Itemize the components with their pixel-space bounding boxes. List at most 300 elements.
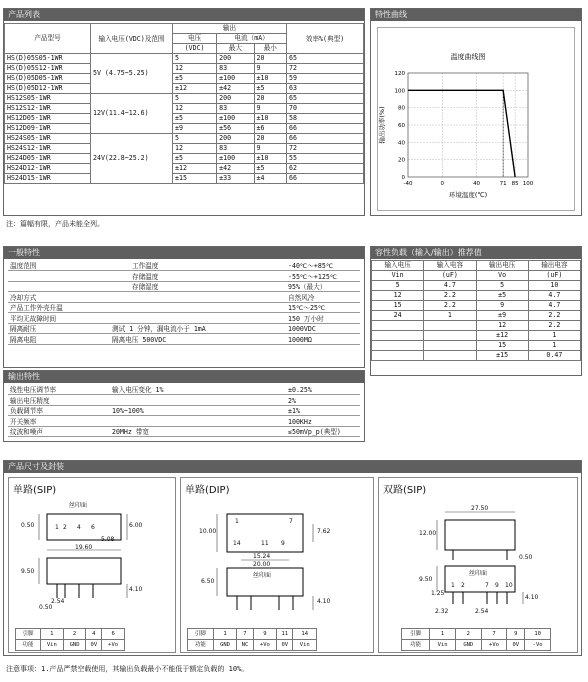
spec-row [8,406,360,416]
y-tick-label: 20 [398,157,405,164]
general-header: 一般特性 [4,247,364,259]
spec-name: 冷却方式 [10,293,37,302]
pin-cell: 6 [102,629,125,640]
model-cell: HS24S05-1WR [5,134,91,144]
cap-cell: 2.2 [424,301,476,311]
voltage-cell: 12 [173,144,217,154]
spec-name: 开关频率 [10,417,37,426]
output-section [3,370,365,442]
p3-dim-2: 12.00 [419,530,437,537]
cap-section [370,246,582,376]
model-cell: HS24D15-1WR [5,174,91,184]
spec-row [8,293,360,303]
model-cell: HS12D09-1WR [5,124,91,134]
table-row [5,174,364,184]
spec-row [8,303,360,313]
efficiency-cell: 72 [287,144,364,154]
spec-name: 线性电压调节率 [10,386,57,394]
vin-range-cell: 5V (4.75~5.25) [91,54,173,94]
pin-cell: 2 [63,629,86,640]
p1-pin-4: 4 [77,524,81,531]
table-row [5,74,364,84]
voltage-cell: ±5 [173,154,217,164]
p2-pin-table [187,628,317,651]
spec-row [8,335,360,345]
spec-condition: 输入电压变化 1% [112,386,164,394]
table-row [5,144,364,154]
pin-table-row [402,629,551,640]
p3-dim-3: 9.50 [419,576,433,583]
pin-cell: 功能 [402,640,430,651]
min-current-cell: 20 [254,94,287,104]
pin-cell: 10 [525,629,551,640]
p2-title: 单路(DIP) [185,485,230,496]
p2-dim-5: 6.50 [201,578,215,585]
spec-condition: 20MHz 带宽 [112,428,150,436]
cap-cell: ±12 [476,331,528,341]
p1-dim-7: 4.10 [129,586,143,593]
cap-header-row [372,271,581,281]
min-current-cell: ±5 [254,164,287,174]
cap-cell: 12 [372,291,424,301]
spec-value: 100KHz [288,417,312,426]
table-row [5,84,364,94]
pin-cell: 0V [277,640,293,651]
table-row [5,164,364,174]
pin-cell: 7 [237,629,253,640]
cap-cell [424,331,476,341]
col-model: 产品型号 [5,24,91,54]
pin-cell: GND [63,640,86,651]
max-current-cell: 83 [217,64,254,74]
cap-table [371,260,581,361]
pin-cell: 9 [253,629,276,640]
table-row [372,301,581,311]
pin-table-row [188,640,317,651]
spec-name: 隔离电阻 [10,335,37,344]
voltage-cell: 5 [173,94,217,104]
chart-title: 温度曲线图 [450,53,486,61]
min-current-cell: 20 [254,54,287,64]
model-cell: HS12S05-1WR [5,94,91,104]
y-tick-label: 80 [398,105,405,112]
spec-condition: 测试 1 分钟，漏电流小于 1mA [112,325,206,333]
p1-pin-table [15,628,125,651]
model-cell: HS24D05-1WR [5,154,91,164]
pin-cell: 1 [213,629,236,640]
table-row [5,104,364,114]
cap-cell: 5 [476,281,528,291]
spec-value: 1000VDC [288,325,316,333]
y-tick-label: 0 [401,175,405,181]
efficiency-cell: 66 [287,174,364,184]
p2-pin-14: 14 [233,540,241,547]
min-current-cell: 9 [254,64,287,74]
pin-cell: 0V [507,640,525,651]
p3-dim-4: 1.25 [431,590,445,597]
spec-value: 150 万小时 [288,314,324,323]
pin-table-row [402,640,551,651]
model-cell: HS(D)05S12-1WR [5,64,91,74]
table-row [5,134,364,144]
model-cell: HS24S12-1WR [5,144,91,154]
curve-section [370,8,582,216]
y-tick-label: 60 [398,123,405,129]
cap-cell: 4.7 [424,281,476,291]
spec-value: ≤50mVp_p(典型) [288,428,341,436]
voltage-cell: 12 [173,64,217,74]
p3-pin-2: 2 [461,582,465,589]
cap-cell: 5 [372,281,424,291]
col-eff: 效率%(典型) [287,24,364,54]
voltage-cell: ±5 [173,74,217,84]
pin-table-row [16,629,125,640]
spec-condition: 存储温度 [132,272,159,281]
cap-cell: 1 [424,311,476,321]
max-current-cell: 83 [217,144,254,154]
cap-header-cell: Vo [476,271,528,281]
max-current-cell: 200 [217,134,254,144]
cap-cell: 15 [476,341,528,351]
p1-dim-1: 0.50 [21,522,35,529]
min-current-cell: ±10 [254,74,287,84]
voltage-cell: ±12 [173,164,217,174]
pin-table-row [16,640,125,651]
table-row [5,124,364,134]
pin-cell: 功能 [188,640,214,651]
efficiency-cell: 66 [287,124,364,134]
cap-header-cell: (uF) [528,271,580,281]
pin-cell: 引脚 [402,629,430,640]
cap-cell: 2.2 [424,291,476,301]
col-output: 输出 [173,24,287,34]
p3-dim-5: 4.10 [525,594,539,601]
x-tick-label: 85 [511,181,519,187]
pin-cell: +Vo [253,640,276,651]
table-row [372,351,581,361]
col-current: 电流（mA） [217,34,287,44]
spec-value: 自然风冷 [288,293,315,302]
p1-dim-2: 6.00 [129,522,143,529]
cap-cell [424,351,476,361]
cap-cell: 15 [372,301,424,311]
pin-table-row [188,629,317,640]
model-cell: HS12D05-1WR [5,114,91,124]
model-cell: HS(D)05D12-1WR [5,84,91,94]
cap-cell: ±5 [476,291,528,301]
cap-cell: 2.2 [528,321,580,331]
p1-dim-6: 9.50 [21,568,35,575]
p2-dim-6: 4.10 [317,598,331,605]
cap-cell [372,351,424,361]
p1-pin-1: 1 [55,524,59,531]
spec-row [8,427,360,437]
spec-row [8,314,360,324]
table-row [372,321,581,331]
efficiency-cell: 65 [287,54,364,64]
efficiency-cell: 72 [287,64,364,74]
output-header: 输出特性 [4,371,364,383]
col-voltage: 电压 [173,34,217,44]
table-row [5,154,364,164]
temperature-chart [372,21,582,215]
cap-header-cell: 输入电压 [372,261,424,271]
pin-cell: Vin [40,640,63,651]
pin-cell: 引脚 [16,629,41,640]
p3-pin-9: 9 [495,582,499,589]
p3-dim-8: 0.50 [519,554,533,561]
max-current-cell: ±100 [217,114,254,124]
y-tick-label: 120 [394,71,405,77]
spec-row [8,282,360,292]
table-row [372,311,581,321]
p2-pin-1: 1 [235,518,239,525]
efficiency-cell: 59 [287,74,364,84]
model-cell: HS(D)05D05-1WR [5,74,91,84]
p2-pin-11: 11 [261,540,269,547]
efficiency-cell: 70 [287,104,364,114]
cap-cell: 10 [528,281,580,291]
spec-value: -40℃～+85℃ [288,262,334,270]
efficiency-cell: 55 [287,154,364,164]
max-current-cell: 200 [217,94,254,104]
curve-header: 特性曲线 [371,9,581,21]
pin-cell: 功能 [16,640,41,651]
cap-header: 容性负载（输入/输出）推荐值 [371,247,581,259]
p2-mark: 丝印面 [253,572,272,579]
max-current-cell: ±42 [217,84,254,94]
max-current-cell: ±33 [217,174,254,184]
col-voltage-unit: (VDC) [173,44,217,54]
spec-name: 输出电压精度 [10,396,50,405]
x-axis-label: 环境温度(℃) [448,191,488,199]
efficiency-cell: 65 [287,94,364,104]
pin-cell: 2 [455,629,481,640]
footer-note: 注意事项：1.产品严禁空载使用，其输出负载最小不能低于额定负载的 10%。 [6,665,249,673]
pin-cell: -Vo [525,640,551,651]
max-current-cell: ±56 [217,124,254,134]
package-single-sip [8,477,176,653]
model-cell: HS(D)05S05-1WR [5,54,91,64]
derating-line [408,90,515,177]
cap-cell: 2.2 [528,311,580,321]
spec-condition: 隔离电压 500VDC [112,335,167,344]
package-single-dip [180,477,374,653]
table-row [5,114,364,124]
cap-cell: ±15 [476,351,528,361]
pin-cell: 14 [293,629,317,640]
pin-cell: 11 [277,629,293,640]
min-current-cell: ±6 [254,124,287,134]
voltage-cell: 5 [173,134,217,144]
spec-row [8,417,360,427]
spec-value: 15℃～25℃ [288,304,326,312]
table-row [5,94,364,104]
table-row [372,281,581,291]
p3-pin-7: 7 [485,582,489,589]
p3-title: 双路(SIP) [383,485,427,496]
min-current-cell: ±5 [254,84,287,94]
pin-cell: NC [237,640,253,651]
min-current-cell: ±10 [254,154,287,164]
col-vin: 输入电压(VDC)及范围 [91,24,173,54]
cap-cell: ±9 [476,311,528,321]
cap-cell [424,341,476,351]
pin-cell: Vin [293,640,317,651]
p2-pin-7: 7 [289,518,293,525]
cap-cell: 24 [372,311,424,321]
voltage-cell: ±9 [173,124,217,134]
spec-row [8,261,360,271]
spec-row [8,385,360,395]
p2-pin-9: 9 [281,540,285,547]
cap-header-row [372,261,581,271]
p1-dim-3: 19.60 [75,544,93,551]
spec-value: 1000MΩ [288,335,312,344]
spec-name: 负载调节率 [10,407,43,415]
pin-cell: GND [213,640,236,651]
pin-cell: +Vo [481,640,507,651]
min-current-cell: 9 [254,144,287,154]
pin-cell: +Vo [102,640,125,651]
p3-pin-1: 1 [451,582,455,589]
cap-cell: 1 [528,341,580,351]
spec-condition: 10%~100% [112,407,144,415]
efficiency-cell: 66 [287,134,364,144]
spec-value: 2% [288,396,296,405]
cap-cell: 0.47 [528,351,580,361]
p1-dim-5: 5.08 [101,536,115,543]
p3-dim-7: 2.54 [475,608,489,615]
max-current-cell: ±42 [217,164,254,174]
table-row [372,341,581,351]
efficiency-cell: 63 [287,84,364,94]
p3-pin-10: 10 [505,582,513,589]
package-dual-sip [378,477,578,653]
voltage-cell: ±15 [173,174,217,184]
min-current-cell: ±10 [254,114,287,124]
cap-cell: 4.7 [528,291,580,301]
spec-row [8,324,360,334]
spec-row [8,272,360,282]
max-current-cell: ±100 [217,154,254,164]
y-axis-label: 输出功率(%) [378,106,386,144]
p2-dim-2: 7.62 [317,528,331,535]
p2-dim-4: 20.00 [253,561,271,568]
table-row [5,64,364,74]
max-current-cell: 200 [217,54,254,64]
spec-name: 平均无故障时间 [10,314,57,323]
efficiency-cell: 62 [287,164,364,174]
pin-cell: 引脚 [188,629,214,640]
cap-header-cell: 输出电容 [528,261,580,271]
voltage-cell: 5 [173,54,217,64]
x-tick-label: 0 [440,181,445,187]
pin-cell: 0V [86,640,102,651]
spec-name: 隔离耐压 [10,325,37,333]
spec-value: ±1% [288,407,300,415]
pin-cell: 7 [481,629,507,640]
x-tick-label: -40 [403,181,413,187]
col-min: 最小 [254,44,287,54]
min-current-cell: 20 [254,134,287,144]
cap-header-cell: 输入电容 [424,261,476,271]
voltage-cell: ±5 [173,114,217,124]
p3-mark: 丝印面 [469,570,488,577]
pin-cell: GND [455,640,481,651]
p3-dim-6: 2.32 [435,608,449,615]
model-cell: HS12S12-1WR [5,104,91,114]
cap-cell: 9 [476,301,528,311]
p3-dim-1: 27.50 [471,505,489,512]
x-tick-label: 100 [522,181,534,187]
voltage-cell: ±12 [173,84,217,94]
p2-dim-1: 10.00 [199,528,217,535]
spec-value: -55℃～+125℃ [288,272,338,281]
cap-cell [424,321,476,331]
x-tick-label: 71 [499,181,507,187]
p1-dim-4: 2.54 [51,598,65,605]
cap-cell: 1 [528,331,580,341]
spec-name: 温度范围 [10,262,37,270]
y-tick-label: 40 [398,140,405,147]
pin-cell: 9 [507,629,525,640]
p1-title: 单路(SIP) [13,485,57,496]
cap-header-cell: 输出电压 [476,261,528,271]
spec-condition: 存储湿度 [132,283,159,291]
cap-cell: 12 [476,321,528,331]
product-table [4,23,364,184]
y-tick-label: 100 [394,88,405,95]
cap-cell [372,321,424,331]
spec-value: ±0.25% [288,386,312,394]
min-current-cell: ±4 [254,174,287,184]
p2-dim-3: 15.24 [253,553,271,560]
spec-name: 产品工作外壳升温 [10,304,63,312]
p1-pin-6: 6 [91,524,95,531]
p3-pin-table [401,628,551,651]
x-tick-label: 40 [473,181,481,187]
packages-header: 产品尺寸及封装 [4,461,581,473]
cap-header-cell: (uF) [424,271,476,281]
spec-value: 95%（最大） [288,283,327,291]
efficiency-cell: 58 [287,114,364,124]
table-row [372,291,581,301]
product-list-header: 产品列表 [4,9,364,21]
min-current-cell: 9 [254,104,287,114]
product-list-note: 注：篇幅有限，产品未能全列。 [6,220,104,228]
cap-header-cell: Vin [372,271,424,281]
spec-row [8,396,360,406]
pin-cell: 1 [430,629,456,640]
p1-mark: 丝印面 [69,502,88,509]
cap-cell: 4.7 [528,301,580,311]
voltage-cell: 12 [173,104,217,114]
packages-section [3,460,582,656]
col-max: 最大 [217,44,254,54]
p1-pin-2: 2 [63,524,67,531]
max-current-cell: 83 [217,104,254,114]
max-current-cell: ±100 [217,74,254,84]
pin-cell: 1 [40,629,63,640]
spec-name: 纹波和噪声 [10,428,43,436]
table-row [5,54,364,64]
cap-cell [372,341,424,351]
vin-range-cell: 12V(11.4~12.6) [91,94,173,134]
spec-condition: 工作温度 [132,262,159,270]
p1-dim-8: 0.50 [39,604,53,611]
model-cell: HS24D12-1WR [5,164,91,174]
